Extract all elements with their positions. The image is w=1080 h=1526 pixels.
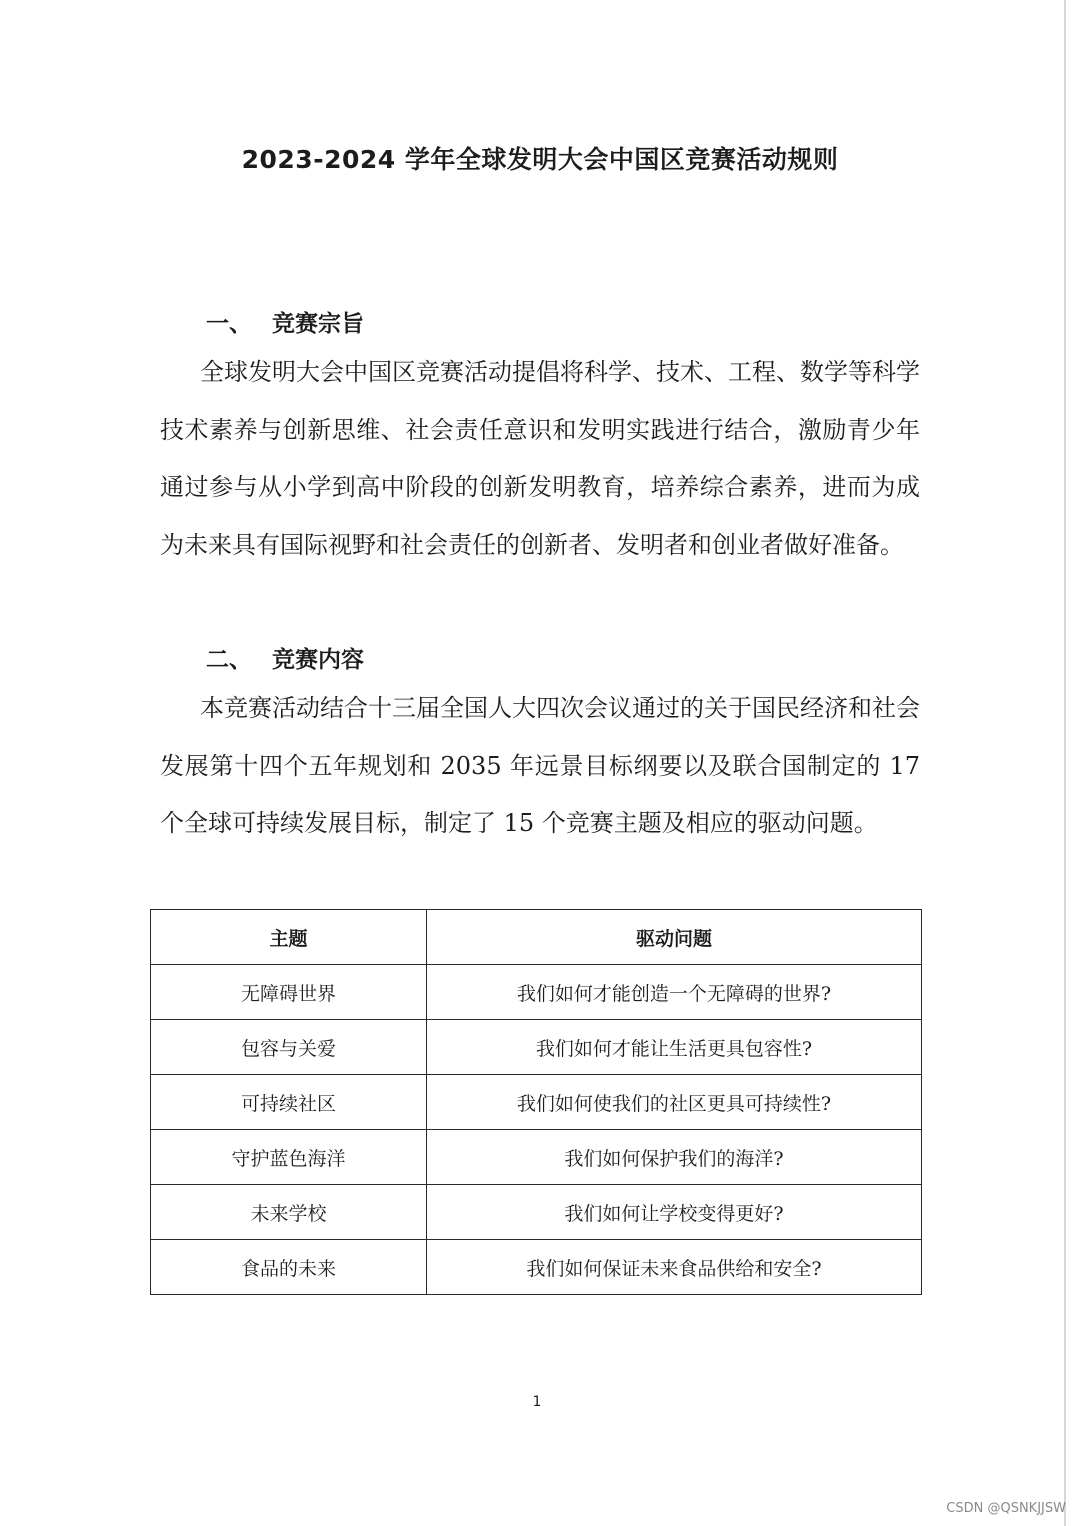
watermark: CSDN @QSNKJJSW [946, 1501, 1066, 1516]
page-number: 1 [532, 1394, 542, 1410]
section-paragraph-1: 全球发明大会中国区竞赛活动提倡将科学、技术、工程、数学等科学技术素养与创新思维、社会责任意识和发明实践进行结合，激励青少年通过参与从小学到高中阶段的创新发明教育，培养综合素养，进而为成为未来具有国际视野和社会责任的创新者、发明者和创业者做好准备。 [160, 358, 920, 559]
theme-cell: 食品的未来 [151, 1240, 427, 1295]
theme-cell: 无障碍世界 [151, 965, 427, 1020]
table-header-question: 驱动问题 [427, 910, 922, 965]
theme-cell: 守护蓝色海洋 [151, 1130, 427, 1185]
theme-cell: 包容与关爱 [151, 1020, 427, 1075]
theme-cell: 可持续社区 [151, 1075, 427, 1130]
page-title: 2023-2024 学年全球发明大会中国区竞赛活动规则 [241, 145, 839, 174]
question-cell: 我们如何才能让生活更具包容性? [427, 1020, 922, 1075]
section-heading-1 [206, 305, 364, 338]
question-cell: 我们如何保护我们的海洋? [427, 1130, 922, 1185]
theme-cell: 未来学校 [151, 1185, 427, 1240]
section-paragraph-2: 本竞赛活动结合十三届全国人大四次会议通过的关于国民经济和社会发展第十四个五年规划和 2035 年远景目标纲要以及联合国制定的 17 个全球可持续发展目标，制定了 15 个竞赛主题及相应的驱动问题。 [160, 694, 920, 837]
table-row [151, 1130, 922, 1185]
question-cell: 我们如何让学校变得更好? [427, 1185, 922, 1240]
scan-edge-line [1064, 0, 1066, 1526]
section-heading-text-1: 竞赛宗旨 [272, 311, 364, 337]
table-row [151, 1075, 922, 1130]
table-row [151, 1020, 922, 1075]
section-number-1: 一、 [206, 311, 252, 337]
table-header-row [151, 910, 922, 965]
theme-table [150, 909, 922, 1295]
question-cell: 我们如何保证未来食品供给和安全? [427, 1240, 922, 1295]
table-row [151, 1240, 922, 1295]
table-header-theme: 主题 [151, 910, 427, 965]
section-heading-2 [206, 641, 364, 674]
table-row [151, 965, 922, 1020]
question-cell: 我们如何使我们的社区更具可持续性? [427, 1075, 922, 1130]
section-number-2: 二、 [206, 647, 252, 673]
table-row [151, 1185, 922, 1240]
section-heading-text-2: 竞赛内容 [272, 647, 364, 673]
question-cell: 我们如何才能创造一个无障碍的世界? [427, 965, 922, 1020]
